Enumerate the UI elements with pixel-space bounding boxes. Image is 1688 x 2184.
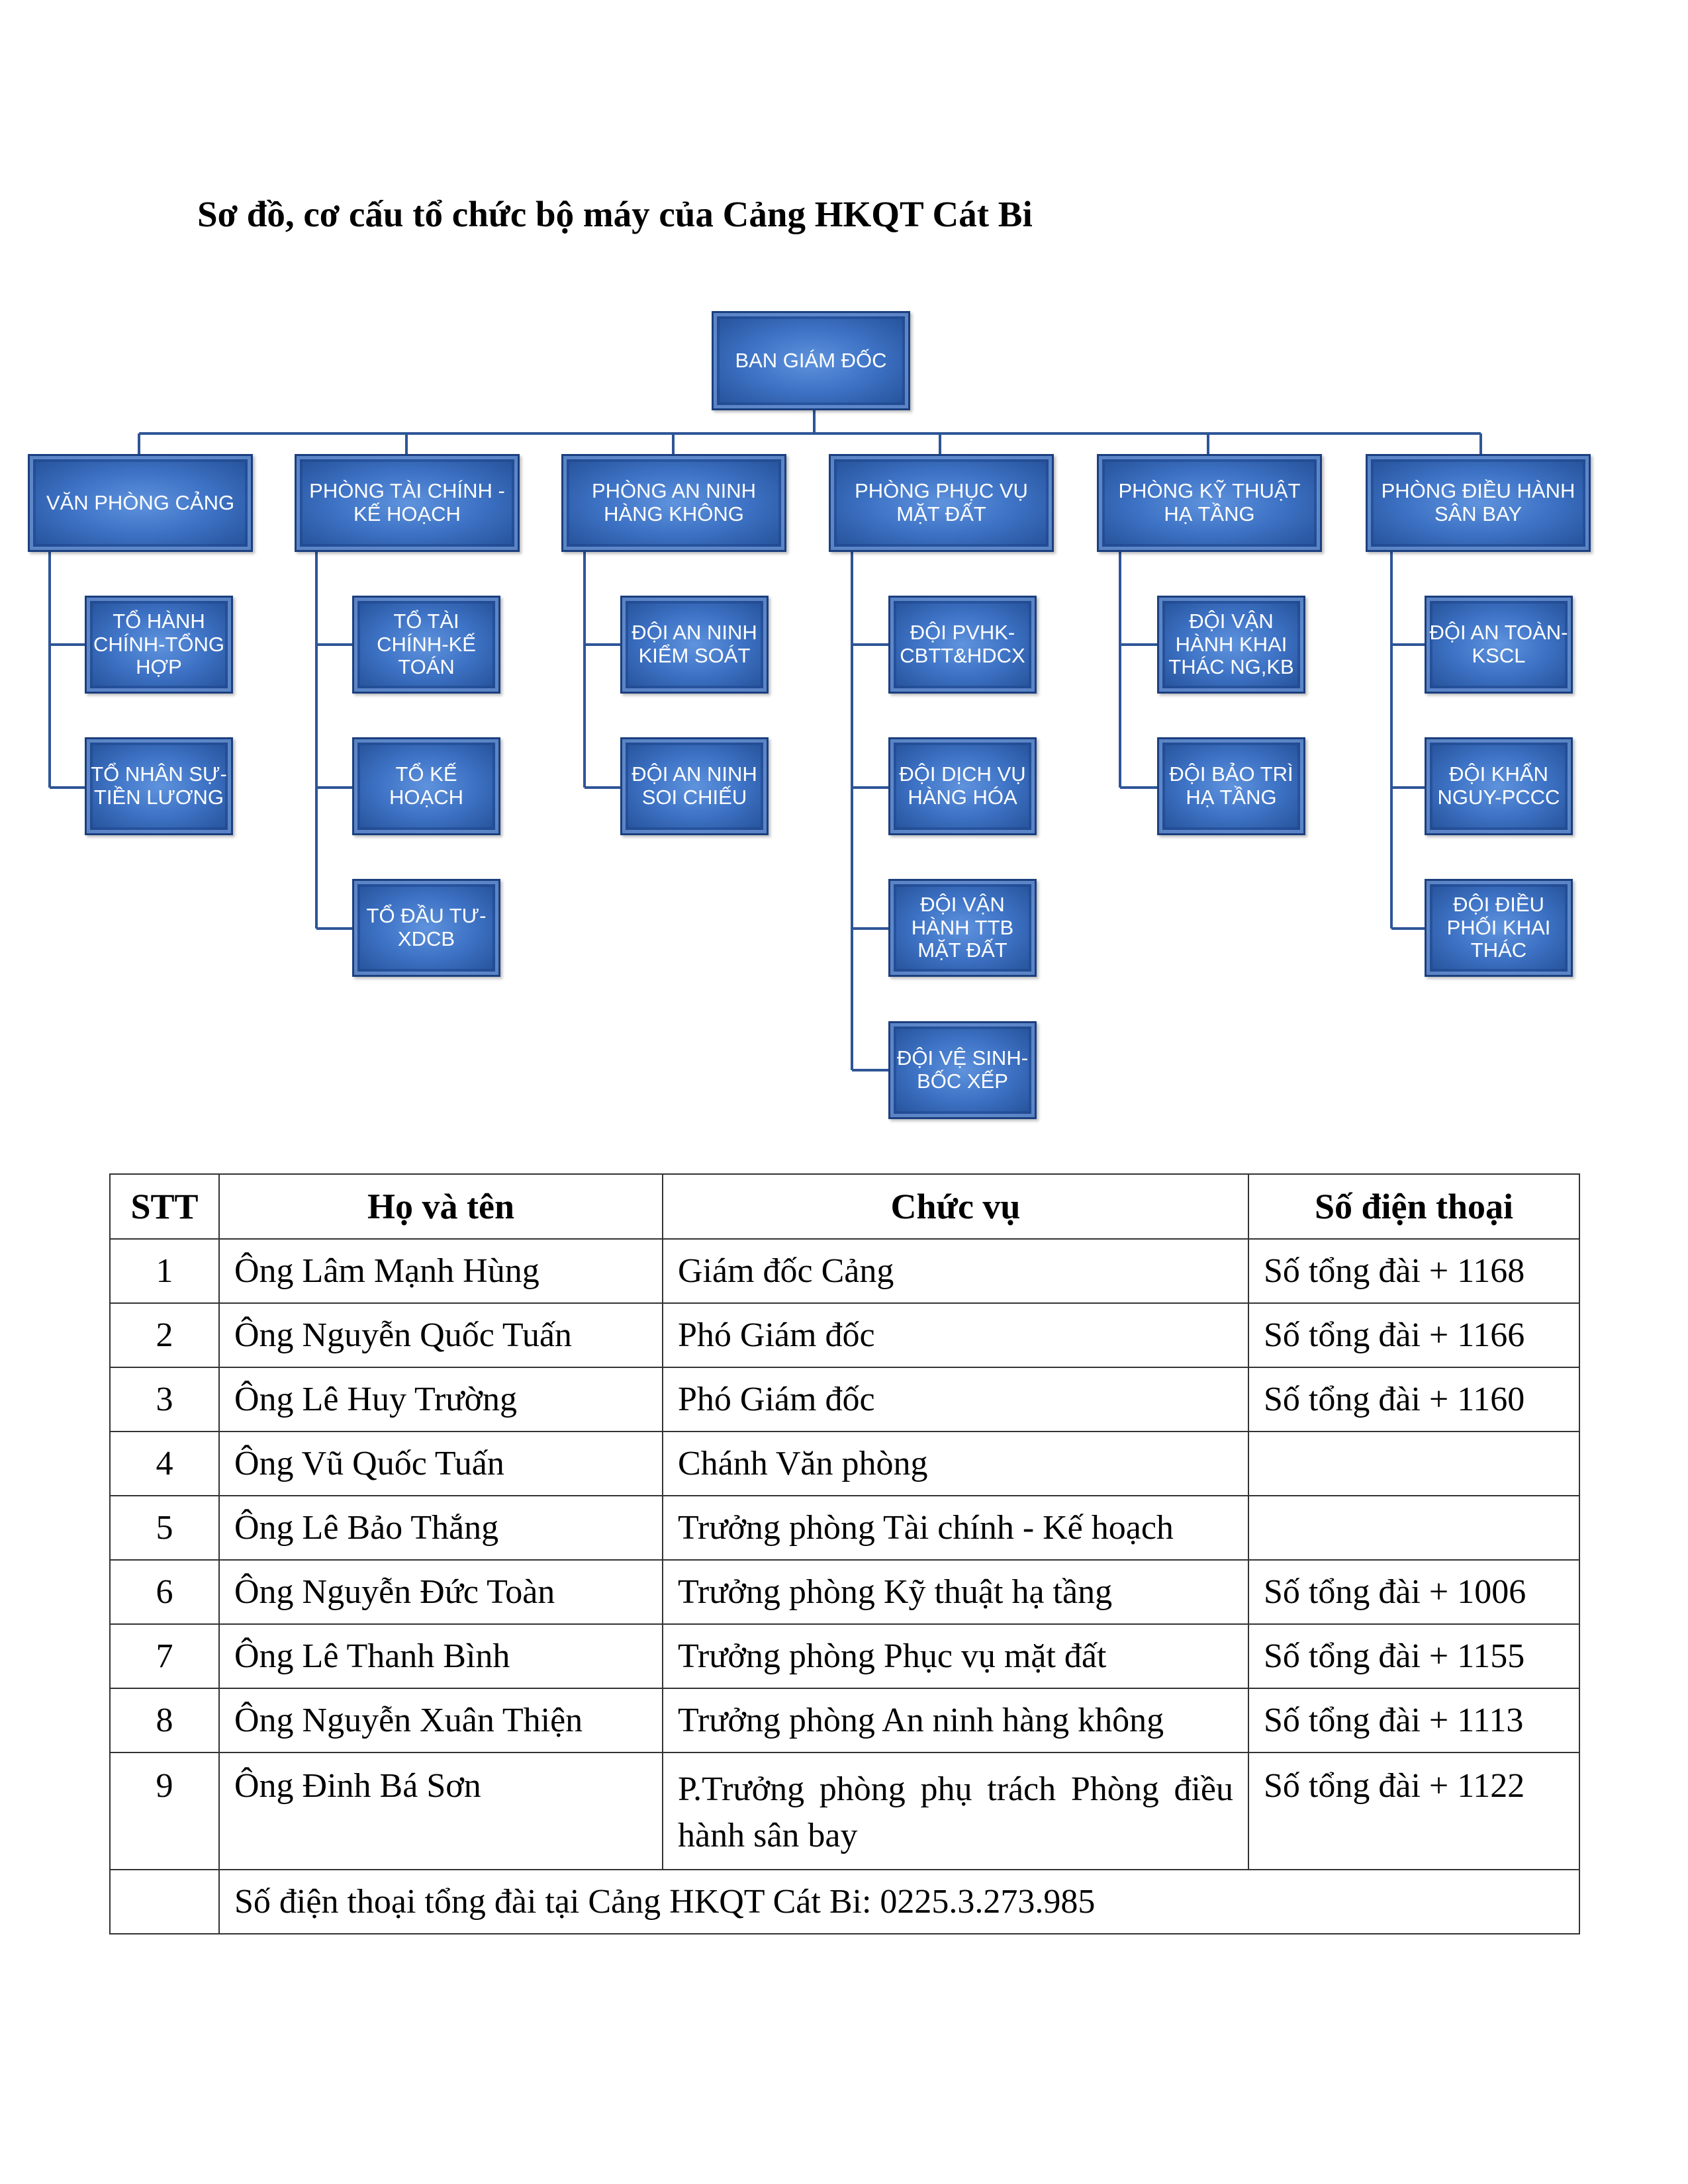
row-number: 1 (110, 1239, 219, 1303)
org-unit-box: ĐỘI AN NINH KIỂM SOÁT (620, 596, 769, 694)
row-phone: Số tổng đài + 1160 (1248, 1367, 1579, 1432)
table-row (110, 1752, 1579, 1870)
row-phone (1248, 1432, 1579, 1496)
row-name: Ông Lê Huy Trường (219, 1367, 663, 1432)
table-footer-row (110, 1870, 1579, 1934)
row-number: 2 (110, 1303, 219, 1367)
row-position: Trưởng phòng Phục vụ mặt đất (663, 1624, 1248, 1688)
row-number: 5 (110, 1496, 219, 1560)
row-phone: Số tổng đài + 1166 (1248, 1303, 1579, 1367)
org-root-box: BAN GIÁM ĐỐC (712, 311, 910, 410)
row-number: 9 (110, 1752, 219, 1870)
org-unit-box: ĐỘI VẬN HÀNH KHAI THÁC NG,KB (1157, 596, 1305, 694)
row-name: Ông Lê Bảo Thắng (219, 1496, 663, 1560)
column-header-stt: STT (110, 1174, 219, 1239)
row-position: Trưởng phòng An ninh hàng không (663, 1688, 1248, 1752)
row-number: 8 (110, 1688, 219, 1752)
row-name: Ông Lâm Mạnh Hùng (219, 1239, 663, 1303)
row-phone: Số tổng đài + 1168 (1248, 1239, 1579, 1303)
org-department-box: PHÒNG TÀI CHÍNH - KẾ HOẠCH (295, 454, 520, 552)
org-unit-box: ĐỘI BẢO TRÌ HẠ TẦNG (1157, 737, 1305, 835)
table-row (110, 1303, 1579, 1367)
column-header-position: Chức vụ (663, 1174, 1248, 1239)
row-position: Phó Giám đốc (663, 1303, 1248, 1367)
org-department-box: VĂN PHÒNG CẢNG (28, 454, 253, 552)
row-name: Ông Nguyễn Đức Toàn (219, 1560, 663, 1624)
table-row (110, 1496, 1579, 1560)
row-position: Chánh Văn phòng (663, 1432, 1248, 1496)
table-row (110, 1367, 1579, 1432)
row-position: P.Trưởng phòng phụ trách Phòng điều hành sân bay (663, 1752, 1248, 1870)
table-row (110, 1239, 1579, 1303)
staff-table (109, 1173, 1580, 1934)
row-phone: Số tổng đài + 1155 (1248, 1624, 1579, 1688)
org-unit-box: ĐỘI ĐIỀU PHỐI KHAI THÁC (1425, 879, 1573, 977)
table-row (110, 1560, 1579, 1624)
org-department-box: PHÒNG ĐIỀU HÀNH SÂN BAY (1366, 454, 1591, 552)
row-number: 6 (110, 1560, 219, 1624)
org-department-box: PHÒNG KỸ THUẬT HẠ TẦNG (1097, 454, 1322, 552)
row-phone: Số tổng đài + 1006 (1248, 1560, 1579, 1624)
org-department-box: PHÒNG AN NINH HÀNG KHÔNG (561, 454, 786, 552)
row-number: 4 (110, 1432, 219, 1496)
row-name: Ông Đinh Bá Sơn (219, 1752, 663, 1870)
org-unit-box: ĐỘI AN TOÀN-KSCL (1425, 596, 1573, 694)
table-row (110, 1624, 1579, 1688)
table-row (110, 1432, 1579, 1496)
table-header-row (110, 1174, 1579, 1239)
hotline-note: Số điện thoại tổng đài tại Cảng HKQT Cát Bi: 0225.3.273.985 (219, 1870, 1579, 1934)
row-name: Ông Vũ Quốc Tuấn (219, 1432, 663, 1496)
org-unit-box: TỔ NHÂN SỰ-TIỀN LƯƠNG (85, 737, 233, 835)
table-row (110, 1688, 1579, 1752)
row-position: Trưởng phòng Tài chính - Kế hoạch (663, 1496, 1248, 1560)
row-phone: Số tổng đài + 1113 (1248, 1688, 1579, 1752)
org-unit-box: ĐỘI VẬN HÀNH TTB MẶT ĐẤT (888, 879, 1037, 977)
row-number: 3 (110, 1367, 219, 1432)
footer-empty-cell (110, 1870, 219, 1934)
row-position: Phó Giám đốc (663, 1367, 1248, 1432)
org-department-box: PHÒNG PHỤC VỤ MẶT ĐẤT (829, 454, 1054, 552)
row-phone (1248, 1496, 1579, 1560)
row-name: Ông Lê Thanh Bình (219, 1624, 663, 1688)
org-unit-box: ĐỘI AN NINH SOI CHIẾU (620, 737, 769, 835)
row-position: Giám đốc Cảng (663, 1239, 1248, 1303)
org-unit-box: ĐỘI PVHK-CBTT&HDCX (888, 596, 1037, 694)
org-unit-box: TỔ ĐẦU TƯ-XDCB (352, 879, 500, 977)
org-unit-box: ĐỘI DỊCH VỤ HÀNG HÓA (888, 737, 1037, 835)
row-phone: Số tổng đài + 1122 (1248, 1752, 1579, 1870)
column-header-phone: Số điện thoại (1248, 1174, 1579, 1239)
row-name: Ông Nguyễn Quốc Tuấn (219, 1303, 663, 1367)
row-position: Trưởng phòng Kỹ thuật hạ tầng (663, 1560, 1248, 1624)
org-unit-box: ĐỘI KHẨN NGUY-PCCC (1425, 737, 1573, 835)
org-unit-box: ĐỘI VỆ SINH-BỐC XẾP (888, 1021, 1037, 1119)
org-unit-box: TỔ TÀI CHÍNH-KẾ TOÁN (352, 596, 500, 694)
column-header-name: Họ và tên (219, 1174, 663, 1239)
page-title: Sơ đồ, cơ cấu tổ chức bộ máy của Cảng HKQT Cát Bi (197, 194, 1033, 234)
org-unit-box: TỔ KẾ HOẠCH (352, 737, 500, 835)
row-name: Ông Nguyễn Xuân Thiện (219, 1688, 663, 1752)
row-number: 7 (110, 1624, 219, 1688)
org-unit-box: TỔ HÀNH CHÍNH-TỔNG HỢP (85, 596, 233, 694)
